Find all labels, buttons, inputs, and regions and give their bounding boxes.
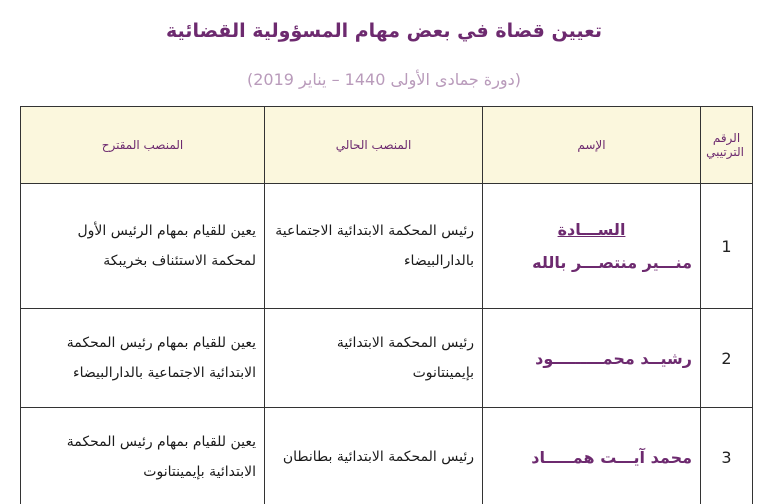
appointments-table [20,106,753,504]
row-number: 3 [701,408,753,504]
column-header-current-position: المنصب الحالي [265,107,483,184]
current-position: رئيس المحكمة الابتدائية بإيمينتانوت [265,309,483,408]
row-number: 2 [701,309,753,408]
page-subtitle: (دورة جمادى الأولى 1440 – يناير 2019) [246,70,522,89]
current-position: رئيس المحكمة الابتدائية الاجتماعية بالدارالبيضاء [265,184,483,309]
page-title: تعيين قضاة في بعض مهام المسؤولية القضائية [166,20,602,42]
person-name: رشيــد محمـــــــــود [483,309,701,408]
row-number: 1 [701,184,753,309]
column-header-proposed-position: المنصب المقترح [21,107,265,184]
proposed-position: يعين للقيام بمهام الرئيس الأول لمحكمة الاستئناف بخريبكة [21,184,265,309]
person-name: منـــير منتصـــر بالله [532,253,692,272]
proposed-position: يعين للقيام بمهام رئيس المحكمة الابتدائية الاجتماعية بالدارالبيضاء [21,309,265,408]
current-position: رئيس المحكمة الابتدائية بطانطان [265,408,483,504]
table-row [21,408,753,504]
honorific-label: الســـادة [557,220,626,239]
table-header-row [21,107,753,184]
proposed-position: يعين للقيام بمهام رئيس المحكمة الابتدائية بإيمينتانوت [21,408,265,504]
table-row [21,309,753,408]
column-header-name: الإسم [483,107,701,184]
column-header-number: الرقم الترتيبي [701,107,753,184]
table-row [21,184,753,309]
person-name: محمد آيـــت همـــــاد [483,408,701,504]
person-name-cell [483,184,701,309]
